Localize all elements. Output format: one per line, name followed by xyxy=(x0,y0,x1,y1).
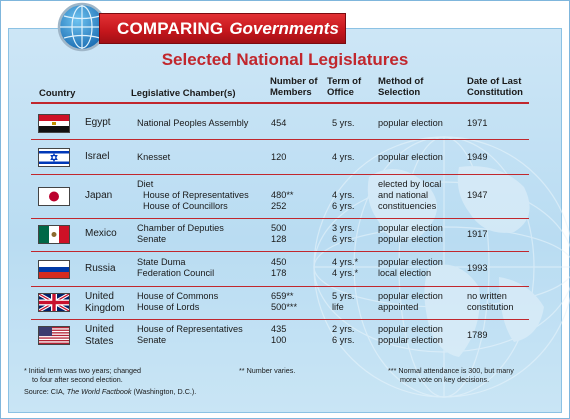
method-line: constituencies xyxy=(378,201,437,211)
term-cell xyxy=(332,257,358,279)
members-cell xyxy=(271,291,297,313)
source-suffix: (Washington, D.C.). xyxy=(131,387,197,396)
date-cell xyxy=(467,330,487,341)
term-line: 4 yrs. xyxy=(332,190,355,200)
chamber-cell xyxy=(137,179,249,212)
members-line: 178 xyxy=(271,268,287,278)
chamber-line: Knesset xyxy=(137,152,171,162)
date-line: constitution xyxy=(467,302,514,312)
chamber-line: House of Representatives xyxy=(137,324,243,334)
term-line: 4 yrs.* xyxy=(332,257,359,267)
header-members-line1: Number of xyxy=(270,76,318,87)
date-cell xyxy=(467,291,513,313)
footnote-line: more vote on key decisions. xyxy=(400,374,490,384)
members-cell xyxy=(271,152,286,163)
date-cell xyxy=(467,263,487,274)
table-row xyxy=(31,252,529,287)
country-name xyxy=(85,324,114,348)
method-line: popular election xyxy=(378,223,443,233)
term-line: 4 yrs.* xyxy=(332,268,359,278)
method-line: popular election xyxy=(378,152,443,162)
members-cell xyxy=(271,257,286,279)
term-line: life xyxy=(332,302,344,312)
method-line: and national xyxy=(378,190,429,200)
members-line: 454 xyxy=(271,118,287,128)
date-line: 1947 xyxy=(467,190,488,200)
chamber-line: Diet xyxy=(137,179,154,189)
method-line: elected by local xyxy=(378,179,442,189)
chamber-cell xyxy=(137,324,243,346)
members-line: 435 xyxy=(271,324,287,334)
country-line: Mexico xyxy=(85,228,117,239)
chamber-line: House of Representatives xyxy=(143,190,249,200)
chamber-line: House of Councillors xyxy=(143,201,228,211)
footnote-normal-attendance xyxy=(388,367,514,384)
country-line: United xyxy=(85,291,114,302)
term-cell xyxy=(332,152,354,163)
date-cell xyxy=(467,152,487,163)
header-country: Country xyxy=(39,88,76,99)
header-term-line1: Term of xyxy=(327,76,362,87)
date-line: 1971 xyxy=(467,118,488,128)
chamber-cell xyxy=(137,257,214,279)
country-name xyxy=(85,117,111,129)
legislatures-table xyxy=(31,107,529,354)
header-date-line2: Constitution xyxy=(467,87,523,98)
members-line: 500 xyxy=(271,223,287,233)
chamber-cell xyxy=(137,291,218,313)
chamber-line: House of Lords xyxy=(137,302,200,312)
header-method-line1: Method of xyxy=(378,76,424,87)
chamber-line: National Peoples Assembly xyxy=(137,118,249,128)
date-cell xyxy=(467,190,487,201)
source-prefix: Source: CIA, xyxy=(24,387,67,396)
term-line: 5 yrs. xyxy=(332,291,355,301)
usa-flag-icon xyxy=(38,326,70,345)
date-line: 1789 xyxy=(467,330,488,340)
country-line: Japan xyxy=(85,190,113,201)
table-row xyxy=(31,175,529,219)
members-line: 120 xyxy=(271,152,287,162)
header-members xyxy=(270,76,318,98)
country-line: Russia xyxy=(85,263,116,274)
egypt-flag-icon xyxy=(38,114,70,133)
date-line: 1917 xyxy=(467,229,488,239)
term-line: 4 yrs. xyxy=(332,152,355,162)
chamber-cell xyxy=(137,152,170,163)
country-line: United xyxy=(85,324,114,335)
country-name xyxy=(85,190,112,202)
chamber-line: Senate xyxy=(137,335,167,345)
mexico-flag-icon xyxy=(38,225,70,244)
header-rule xyxy=(31,102,529,104)
banner-italic-text: Governments xyxy=(229,18,339,38)
footnote-initial-term xyxy=(24,367,141,384)
header-method-line2: Selection xyxy=(378,87,421,98)
country-name xyxy=(85,291,124,315)
banner-strong-text: COMPARING xyxy=(117,18,224,38)
source-title: The World Factbook xyxy=(66,387,132,396)
chamber-cell xyxy=(137,223,224,245)
term-line: 6 yrs. xyxy=(332,201,355,211)
method-line: local election xyxy=(378,268,432,278)
members-cell xyxy=(271,179,293,212)
term-cell xyxy=(332,223,354,245)
date-line: 1993 xyxy=(467,263,488,273)
header-term xyxy=(327,76,361,98)
country-name xyxy=(85,228,117,240)
header-chamber: Legislative Chamber(s) xyxy=(131,88,236,99)
members-line: 128 xyxy=(271,234,287,244)
footnote-line: *** Normal attendance is 300, but many xyxy=(388,366,514,375)
russia-flag-icon xyxy=(38,260,70,279)
members-line: 500*** xyxy=(271,302,298,312)
members-cell xyxy=(271,118,286,129)
members-line xyxy=(271,179,293,190)
uk-flag-icon xyxy=(38,293,70,312)
header-members-line2: Members xyxy=(270,87,312,98)
table-row xyxy=(31,287,529,320)
page-title: Selected National Legislatures xyxy=(161,50,409,69)
footnote-number-varies: ** Number varies. xyxy=(239,366,296,375)
chamber-line: Senate xyxy=(137,234,167,244)
israel-flag-icon xyxy=(38,148,70,167)
country-line: States xyxy=(85,336,114,347)
members-line: 100 xyxy=(271,335,287,345)
footnote-line: * Initial term was two years; changed xyxy=(24,366,142,375)
source-note xyxy=(24,388,196,397)
term-cell xyxy=(332,118,354,129)
method-line: popular election xyxy=(378,234,443,244)
header-date-line1: Date of Last xyxy=(467,76,522,87)
members-line: 450 xyxy=(271,257,287,267)
term-cell xyxy=(332,179,354,212)
country-line: Israel xyxy=(85,151,110,162)
term-cell xyxy=(332,291,354,313)
method-cell xyxy=(378,223,443,245)
term-line: 3 yrs. xyxy=(332,223,355,233)
term-line: 5 yrs. xyxy=(332,118,355,128)
members-line: 480** xyxy=(271,190,294,200)
chamber-line: Chamber of Deputies xyxy=(137,223,224,233)
header-method xyxy=(378,76,423,98)
term-line: 6 yrs. xyxy=(332,335,355,345)
comparing-governments-banner xyxy=(99,13,346,44)
method-line: appointed xyxy=(378,302,419,312)
members-cell xyxy=(271,223,286,245)
country-name xyxy=(85,151,109,163)
chamber-cell xyxy=(137,118,248,129)
members-line: 252 xyxy=(271,201,287,211)
method-line: popular election xyxy=(378,118,443,128)
method-cell xyxy=(378,179,441,212)
method-cell xyxy=(378,257,443,279)
method-cell xyxy=(378,324,443,346)
chamber-line: State Duma xyxy=(137,257,186,267)
term-line: 6 yrs. xyxy=(332,234,355,244)
country-line: Kingdom xyxy=(85,303,125,314)
method-cell xyxy=(378,291,443,313)
members-line: 659** xyxy=(271,291,294,301)
method-cell xyxy=(378,152,443,163)
date-cell xyxy=(467,229,487,240)
header-date xyxy=(467,76,523,98)
term-line xyxy=(332,179,354,190)
method-cell xyxy=(378,118,443,129)
term-line: 2 yrs. xyxy=(332,324,355,334)
japan-flag-icon xyxy=(38,187,70,206)
term-cell xyxy=(332,324,354,346)
date-line: no written xyxy=(467,291,507,301)
chamber-line: Federation Council xyxy=(137,268,215,278)
table-row xyxy=(31,219,529,252)
table-row xyxy=(31,107,529,140)
country-name xyxy=(85,263,116,275)
method-line: popular election xyxy=(378,257,443,267)
method-line: popular election xyxy=(378,335,443,345)
table-row xyxy=(31,140,529,175)
table-row xyxy=(31,320,529,354)
footnote-line: to four after second election. xyxy=(32,374,123,384)
date-line: 1949 xyxy=(467,152,488,162)
chamber-line: House of Commons xyxy=(137,291,219,301)
members-cell xyxy=(271,324,286,346)
date-cell xyxy=(467,118,487,129)
country-line: Egypt xyxy=(85,117,111,128)
method-line: popular election xyxy=(378,291,443,301)
header-term-line2: Office xyxy=(327,87,354,98)
method-line: popular election xyxy=(378,324,443,334)
